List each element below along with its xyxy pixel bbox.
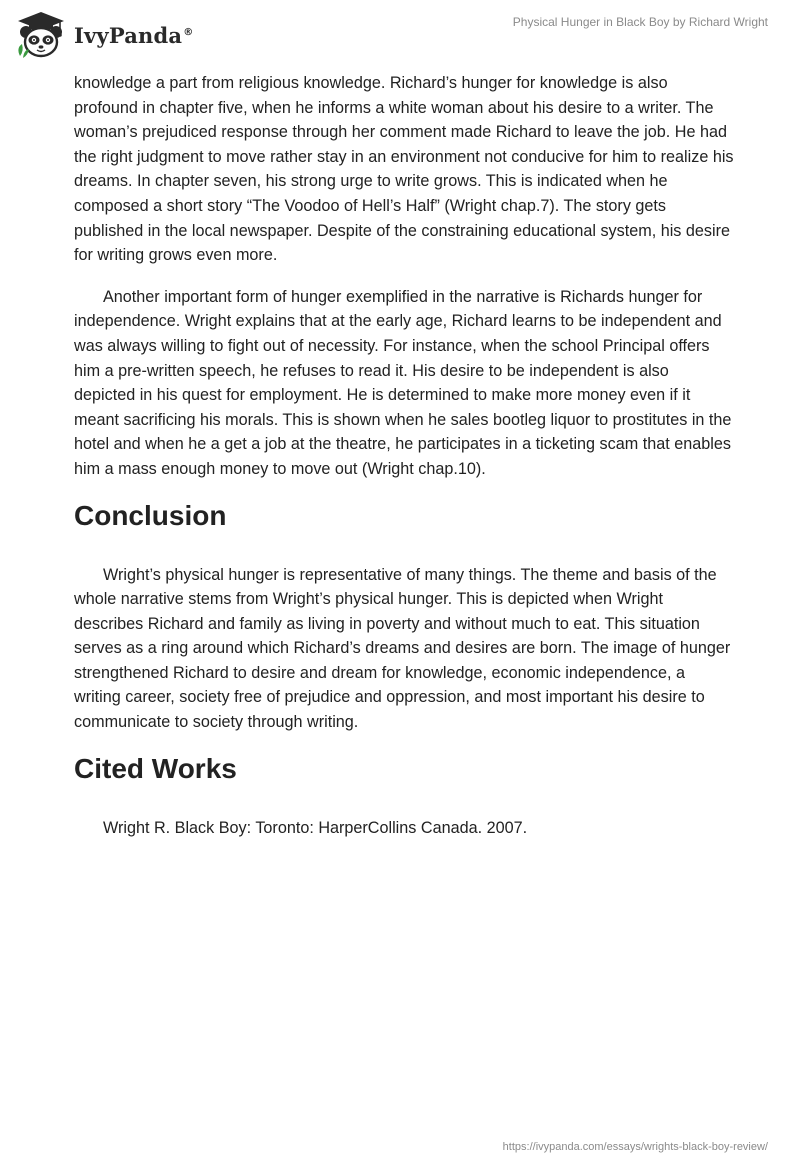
brand-name: IvyPanda® [74, 22, 194, 48]
essay-content [74, 71, 734, 840]
registered-mark: ® [183, 26, 194, 38]
ivypanda-logo[interactable] [14, 10, 193, 60]
conclusion-paragraph: Wright’s physical hunger is representative of many things. The theme and basis of the whole narrative stems from Wright’s physical hunger. This is depicted when Wright describes Richard and family as living in poverty and without much to eat. This situation serves as a ring around which Richard’s dreams and desires are born. The image of hunger strengthened Richard to desire and dream for knowledge, economic independence, a writing career, society free of prejudice and oppression, and most important his desire to communicate to society through writing. [74, 565, 731, 732]
footer-url[interactable]: https://ivypanda.com/essays/wrights-black-boy-review/ [502, 1141, 768, 1153]
document-title: Physical Hunger in Black Boy by Richard Wright [512, 15, 768, 29]
conclusion-heading: Conclusion [74, 499, 227, 531]
page-header [0, 0, 800, 70]
body-paragraph-2: Another important form of hunger exemplified in the narrative is Richards hunger for independence. Wright explains that at the early age, Richard learns to be independent and was always willing to fight out of necessity. For instance, when the school Principal offers him a pre-written speech, he refuses to read it. His desire to be independent is also depicted in his quest for employment. He is determined to make more money even if it meant sacrificing his morals. This is shown when he sales bootleg liquor to prostitutes in the hotel and when he a get a job at the theatre, he participates in a ticketing scam that enables him a mass enough money to move out (Wright chap.10). [74, 287, 732, 478]
body-paragraph-1: knowledge a part from religious knowledge. Richard’s hunger for knowledge is also profound in chapter five, when he informs a white woman about his desire to a writer. The woman’s prejudiced response through her comment made Richard to leave the job. He had the right judgment to move rather stay in an environment not conducive for him to realize his dreams. In chapter seven, his strong urge to write grows. This is indicated when he composed a short story “The Voodoo of Hell’s Half” (Wright chap.7). The story gets published in the local newspaper. Despite of the constraining educational system, his desire for writing grows even more. [74, 74, 734, 265]
citation-entry: Wright R. Black Boy: Toronto: HarperCollins Canada. 2007. [103, 818, 528, 837]
panda-graduate-icon [14, 10, 68, 60]
cited-works-heading: Cited Works [74, 752, 237, 784]
